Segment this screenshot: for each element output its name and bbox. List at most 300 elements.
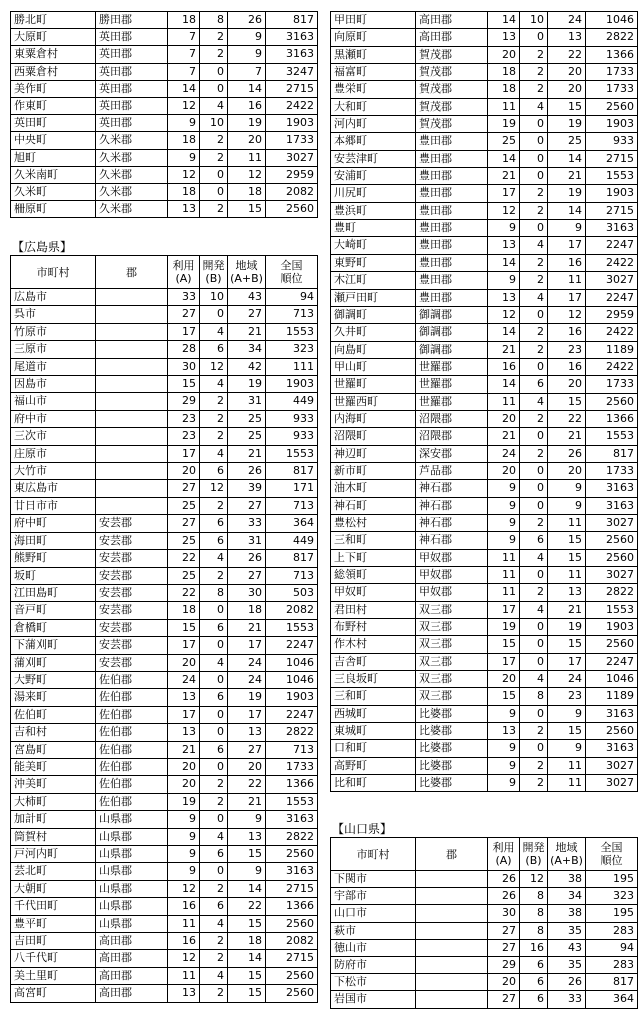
dev-value: 2 (520, 775, 548, 792)
header-area: 地域 (A+B) (228, 256, 266, 289)
table-row (11, 98, 318, 115)
gun-name: 双三郡 (416, 636, 488, 653)
use-value: 7 (168, 46, 200, 63)
table-row (331, 428, 638, 445)
area-value: 15 (228, 915, 266, 932)
city-name: 防府市 (331, 957, 416, 974)
area-value: 26 (548, 445, 586, 462)
table-row (331, 220, 638, 237)
table-row (11, 967, 318, 984)
use-value: 24 (168, 671, 200, 688)
dev-value: 0 (200, 724, 228, 741)
table-row (331, 671, 638, 688)
dev-value: 4 (200, 323, 228, 340)
rank-value: 1733 (586, 64, 638, 81)
city-name: 能美町 (11, 758, 96, 775)
gun-name: 安芸郡 (96, 637, 168, 654)
table-row (331, 185, 638, 202)
gun-name: 沼隈郡 (416, 410, 488, 427)
rank-value: 3163 (266, 863, 318, 880)
rank-value: 2560 (586, 636, 638, 653)
table-row (331, 601, 638, 618)
table-row (331, 410, 638, 427)
rank-value: 3027 (586, 567, 638, 584)
table-row (11, 758, 318, 775)
area-value: 20 (548, 81, 586, 98)
city-name: 久井町 (331, 324, 416, 341)
gun-name: 安芸郡 (96, 515, 168, 532)
area-value: 14 (228, 950, 266, 967)
area-value: 20 (548, 64, 586, 81)
dev-value: 2 (200, 46, 228, 63)
rank-value: 3163 (586, 705, 638, 722)
area-value: 15 (548, 393, 586, 410)
dev-value: 0 (200, 811, 228, 828)
city-name: 廿日市市 (11, 497, 96, 514)
dev-value: 2 (200, 950, 228, 967)
rank-value: 3247 (266, 63, 318, 80)
dev-value: 0 (520, 740, 548, 757)
city-name: 甲山町 (331, 358, 416, 375)
use-value: 13 (168, 724, 200, 741)
gun-name: 比婆郡 (416, 740, 488, 757)
dev-value: 0 (520, 29, 548, 46)
area-value: 21 (228, 445, 266, 462)
city-name: 尾道市 (11, 358, 96, 375)
dev-value: 0 (200, 863, 228, 880)
gun-name (416, 991, 488, 1008)
rank-value: 1046 (586, 671, 638, 688)
use-value: 7 (168, 29, 200, 46)
rank-value: 2247 (586, 289, 638, 306)
rank-value: 713 (266, 741, 318, 758)
gun-name: 神石郡 (416, 514, 488, 531)
use-value: 20 (488, 974, 520, 991)
rank-value: 1733 (586, 462, 638, 479)
rank-value: 195 (586, 905, 638, 922)
area-value: 16 (548, 254, 586, 271)
city-name: 美土里町 (11, 967, 96, 984)
rank-value: 111 (266, 358, 318, 375)
area-value: 38 (548, 871, 586, 888)
city-name: 西粟倉村 (11, 63, 96, 80)
table-row (11, 880, 318, 897)
dev-value: 4 (200, 915, 228, 932)
area-value: 26 (228, 550, 266, 567)
use-value: 29 (488, 957, 520, 974)
header-rank: 全国 順位 (266, 256, 318, 289)
rank-value: 2560 (586, 723, 638, 740)
gun-name: 豊田郡 (416, 185, 488, 202)
area-value: 9 (548, 220, 586, 237)
dev-value: 4 (520, 393, 548, 410)
table-row (11, 689, 318, 706)
dev-value: 8 (200, 584, 228, 601)
use-value: 18 (168, 12, 200, 29)
city-name: 福富町 (331, 64, 416, 81)
dev-value: 2 (520, 81, 548, 98)
gun-name: 英田郡 (96, 98, 168, 115)
rank-value: 817 (266, 550, 318, 567)
dev-value: 6 (200, 741, 228, 758)
dev-value: 0 (520, 619, 548, 636)
dev-value: 2 (520, 46, 548, 63)
use-value: 27 (488, 922, 520, 939)
rank-value: 3163 (266, 29, 318, 46)
use-value: 20 (168, 758, 200, 775)
header-city: 市町村 (11, 256, 96, 289)
use-value: 23 (168, 428, 200, 445)
area-value: 9 (548, 480, 586, 497)
city-name: 豊栄町 (331, 81, 416, 98)
gun-name (96, 410, 168, 427)
table-row (11, 410, 318, 427)
city-name: 向原町 (331, 29, 416, 46)
gun-name: 沼隈郡 (416, 428, 488, 445)
gun-name: 豊田郡 (416, 202, 488, 219)
area-value: 21 (548, 428, 586, 445)
gun-name: 豊田郡 (416, 254, 488, 271)
area-value: 21 (228, 619, 266, 636)
city-name: 本郷町 (331, 133, 416, 150)
city-name: 沼隈町 (331, 428, 416, 445)
city-name: 岩国市 (331, 991, 416, 1008)
use-value: 9 (488, 480, 520, 497)
area-value: 11 (548, 775, 586, 792)
dev-value: 0 (520, 567, 548, 584)
city-name: 久米南町 (11, 166, 96, 183)
rank-value: 1046 (266, 671, 318, 688)
gun-name: 山県郡 (96, 898, 168, 915)
dev-value: 4 (520, 671, 548, 688)
gun-name: 双三郡 (416, 688, 488, 705)
area-value: 11 (548, 514, 586, 531)
area-value: 9 (548, 740, 586, 757)
use-value: 19 (168, 793, 200, 810)
city-name: 大和町 (331, 98, 416, 115)
gun-name: 双三郡 (416, 601, 488, 618)
gun-name: 豊田郡 (416, 289, 488, 306)
rank-value: 94 (586, 939, 638, 956)
area-value: 12 (548, 306, 586, 323)
area-value: 18 (228, 184, 266, 201)
gun-name (416, 922, 488, 939)
dev-value: 6 (200, 619, 228, 636)
rank-value: 1189 (586, 341, 638, 358)
area-value: 22 (548, 410, 586, 427)
area-value: 9 (548, 705, 586, 722)
area-value: 23 (548, 341, 586, 358)
gun-name: 佐伯郡 (96, 758, 168, 775)
use-value: 12 (168, 98, 200, 115)
table-row (331, 445, 638, 462)
gun-name: 安芸郡 (96, 532, 168, 549)
city-name: 新市町 (331, 462, 416, 479)
city-name: 高宮町 (11, 985, 96, 1002)
table-row (331, 939, 638, 956)
rank-value: 1733 (586, 81, 638, 98)
use-value: 14 (168, 80, 200, 97)
area-value: 43 (228, 289, 266, 306)
rank-value: 2247 (266, 637, 318, 654)
data-table (10, 255, 318, 1003)
gun-name: 甲奴郡 (416, 584, 488, 601)
area-value: 24 (548, 671, 586, 688)
gun-name: 双三郡 (416, 619, 488, 636)
area-value: 27 (228, 741, 266, 758)
table-row (331, 358, 638, 375)
rank-value: 1733 (586, 376, 638, 393)
rank-value: 2422 (586, 254, 638, 271)
rank-value: 1553 (266, 445, 318, 462)
gun-name: 甲奴郡 (416, 567, 488, 584)
gun-name: 高田郡 (96, 933, 168, 950)
gun-name: 久米郡 (96, 184, 168, 201)
rank-value: 1903 (586, 185, 638, 202)
area-value: 11 (548, 757, 586, 774)
dev-value: 4 (520, 601, 548, 618)
area-value: 21 (228, 793, 266, 810)
table-row (11, 497, 318, 514)
area-value: 14 (548, 150, 586, 167)
table-row (11, 828, 318, 845)
table-block-hiroshima (10, 255, 318, 1003)
dev-value: 4 (520, 98, 548, 115)
dev-value: 2 (520, 341, 548, 358)
table-row (331, 549, 638, 566)
gun-name: 比婆郡 (416, 775, 488, 792)
dev-value: 0 (200, 671, 228, 688)
table-row (331, 514, 638, 531)
table-row (11, 619, 318, 636)
dev-value: 0 (200, 637, 228, 654)
rank-value: 2822 (266, 828, 318, 845)
area-value: 15 (548, 723, 586, 740)
gun-name (416, 905, 488, 922)
city-name: 久米町 (11, 184, 96, 201)
table-row (331, 757, 638, 774)
gun-name: 御調郡 (416, 306, 488, 323)
use-value: 22 (168, 584, 200, 601)
area-value: 17 (548, 653, 586, 670)
city-name: 萩市 (331, 922, 416, 939)
rank-value: 364 (586, 991, 638, 1008)
gun-name: 高田郡 (416, 12, 488, 29)
header-row (331, 838, 638, 871)
table-row (11, 654, 318, 671)
table-row (11, 706, 318, 723)
gun-name: 双三郡 (416, 653, 488, 670)
city-name: 八千代町 (11, 950, 96, 967)
city-name: 海田町 (11, 532, 96, 549)
use-value: 16 (168, 898, 200, 915)
use-value: 9 (488, 705, 520, 722)
area-value: 16 (228, 98, 266, 115)
rank-value: 2715 (586, 202, 638, 219)
use-value: 11 (168, 915, 200, 932)
area-value: 15 (548, 636, 586, 653)
table-row (11, 289, 318, 306)
gun-name (96, 323, 168, 340)
rank-value: 1553 (586, 168, 638, 185)
dev-value: 2 (200, 880, 228, 897)
use-value: 17 (488, 653, 520, 670)
area-value: 25 (228, 428, 266, 445)
dev-value: 0 (520, 133, 548, 150)
table-row (11, 793, 318, 810)
use-value: 17 (488, 185, 520, 202)
area-value: 22 (228, 898, 266, 915)
table-row (11, 12, 318, 29)
use-value: 9 (168, 863, 200, 880)
use-value: 27 (488, 991, 520, 1008)
rank-value: 1046 (586, 12, 638, 29)
city-name: 三原市 (11, 341, 96, 358)
table-row (11, 323, 318, 340)
dev-value: 6 (200, 463, 228, 480)
area-value: 20 (548, 462, 586, 479)
city-name: 熊野町 (11, 550, 96, 567)
city-name: 宇部市 (331, 888, 416, 905)
gun-name: 勝田郡 (96, 12, 168, 29)
table-row (331, 168, 638, 185)
area-value: 27 (228, 497, 266, 514)
dev-value: 2 (200, 410, 228, 427)
dev-value: 0 (200, 602, 228, 619)
rank-value: 713 (266, 306, 318, 323)
city-name: 布野村 (331, 619, 416, 636)
gun-name: 久米郡 (96, 201, 168, 218)
city-name: 戸河内町 (11, 846, 96, 863)
gun-name: 比婆郡 (416, 723, 488, 740)
area-value: 19 (548, 116, 586, 133)
area-value: 33 (548, 991, 586, 1008)
table-row (11, 46, 318, 63)
table-row (11, 184, 318, 201)
city-name: 大朝町 (11, 880, 96, 897)
rank-value: 2082 (266, 933, 318, 950)
table-row (11, 724, 318, 741)
city-name: 英田町 (11, 115, 96, 132)
area-value: 22 (548, 46, 586, 63)
dev-value: 2 (200, 428, 228, 445)
dev-value: 2 (200, 29, 228, 46)
use-value: 33 (168, 289, 200, 306)
table-row (11, 933, 318, 950)
table-block-yamaguchi (330, 837, 638, 1009)
dev-value: 10 (520, 12, 548, 29)
table-row (11, 341, 318, 358)
gun-name: 山県郡 (96, 880, 168, 897)
rank-value: 1553 (586, 601, 638, 618)
area-value: 16 (548, 324, 586, 341)
dev-value: 0 (200, 80, 228, 97)
city-name: 蒲刈町 (11, 654, 96, 671)
rank-value: 2959 (586, 306, 638, 323)
dev-value: 10 (200, 115, 228, 132)
city-name: 作木村 (331, 636, 416, 653)
use-value: 21 (488, 428, 520, 445)
use-value: 16 (488, 358, 520, 375)
gun-name: 神石郡 (416, 480, 488, 497)
table-row (331, 888, 638, 905)
dev-value: 2 (520, 185, 548, 202)
use-value: 12 (488, 306, 520, 323)
area-value: 14 (228, 880, 266, 897)
use-value: 21 (168, 741, 200, 758)
area-value: 21 (228, 323, 266, 340)
dev-value: 2 (520, 202, 548, 219)
dev-value: 12 (200, 358, 228, 375)
table-row (331, 905, 638, 922)
table-row (331, 497, 638, 514)
rank-value: 2247 (266, 706, 318, 723)
area-value: 18 (228, 933, 266, 950)
table-block-hiroshima-cont (330, 11, 638, 792)
city-name: 筒賀村 (11, 828, 96, 845)
use-value: 11 (488, 393, 520, 410)
gun-name: 安芸郡 (96, 654, 168, 671)
rank-value: 2822 (586, 584, 638, 601)
city-name: 千代田町 (11, 898, 96, 915)
rank-value: 1553 (266, 619, 318, 636)
rank-value: 2560 (266, 846, 318, 863)
rank-value: 1903 (586, 619, 638, 636)
table-row (11, 393, 318, 410)
area-value: 35 (548, 922, 586, 939)
use-value: 12 (168, 950, 200, 967)
dev-value: 2 (520, 445, 548, 462)
use-value: 9 (488, 775, 520, 792)
dev-value: 16 (520, 939, 548, 956)
dev-value: 6 (200, 532, 228, 549)
rank-value: 3027 (586, 757, 638, 774)
city-name: 下松市 (331, 974, 416, 991)
rank-value: 2560 (586, 393, 638, 410)
city-name: 安芸津町 (331, 150, 416, 167)
header-gun: 郡 (96, 256, 168, 289)
rank-value: 817 (586, 974, 638, 991)
table-row (331, 653, 638, 670)
use-value: 20 (488, 46, 520, 63)
dev-value: 6 (200, 515, 228, 532)
dev-value: 6 (520, 957, 548, 974)
rank-value: 1733 (266, 132, 318, 149)
use-value: 13 (488, 237, 520, 254)
table-row (331, 376, 638, 393)
table-row (11, 776, 318, 793)
table-row (331, 532, 638, 549)
city-name: 三和町 (331, 688, 416, 705)
use-value: 16 (168, 933, 200, 950)
prefecture-heading: 【広島県】 (12, 240, 73, 254)
use-value: 13 (488, 723, 520, 740)
table-row (11, 863, 318, 880)
use-value: 30 (168, 358, 200, 375)
gun-name: 英田郡 (96, 29, 168, 46)
gun-name: 甲奴郡 (416, 549, 488, 566)
rank-value: 2715 (266, 880, 318, 897)
use-value: 20 (168, 776, 200, 793)
rank-value: 2422 (586, 324, 638, 341)
use-value: 9 (488, 757, 520, 774)
city-name: 甲田町 (331, 12, 416, 29)
use-value: 17 (168, 445, 200, 462)
rank-value: 933 (266, 410, 318, 427)
rank-value: 2560 (586, 98, 638, 115)
rank-value: 2560 (586, 549, 638, 566)
use-value: 24 (488, 445, 520, 462)
